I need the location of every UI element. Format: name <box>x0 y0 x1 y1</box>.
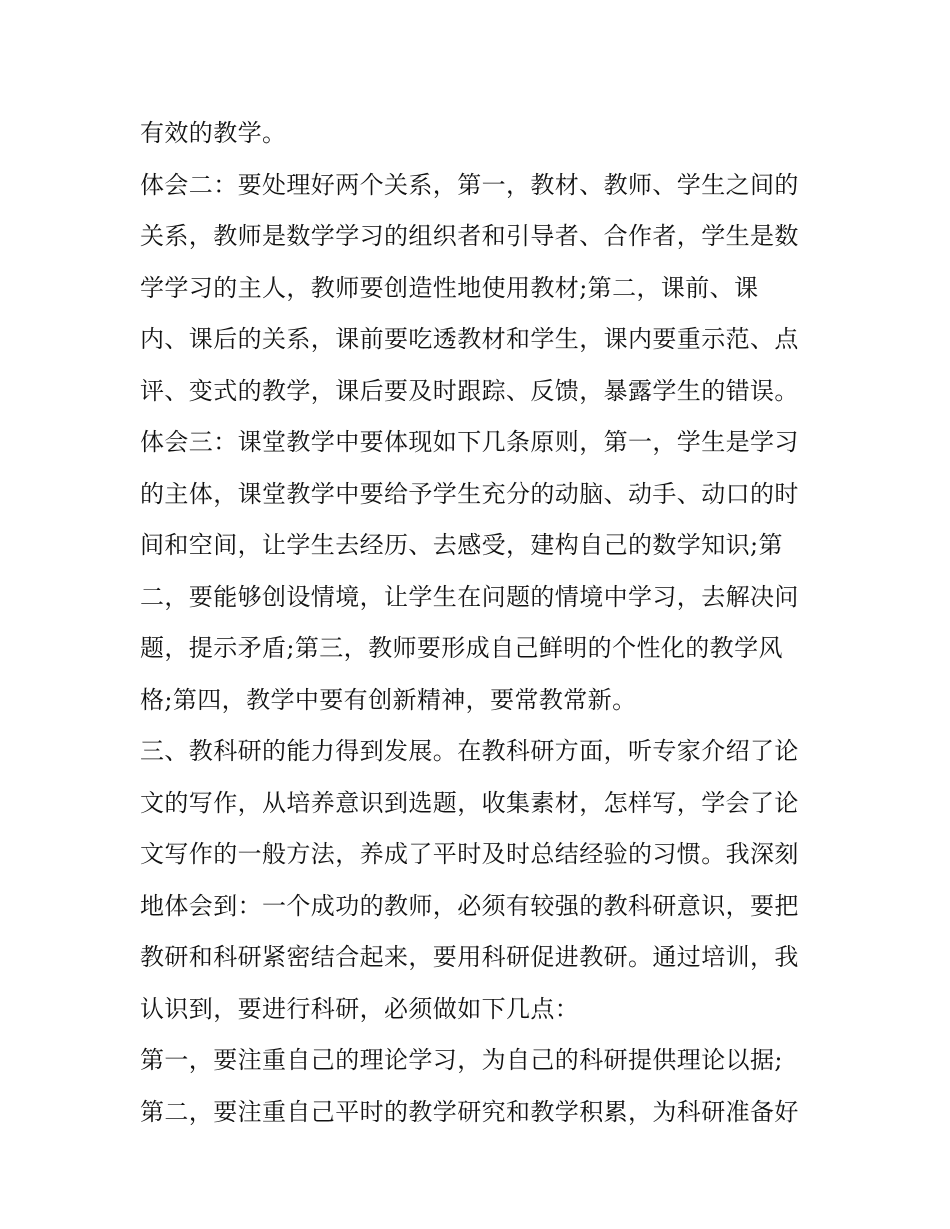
text-line: 二，要能够创设情境，让学生在问题的情境中学习，去解决问 <box>140 582 799 611</box>
text-line: 教研和科研紧密结合起来，要用科研促进教研。通过培训，我 <box>140 943 799 971</box>
text-line: 内、课后的关系，课前要吃透教材和学生，课内要重示范、点 <box>140 325 799 353</box>
text-line: 三、教科研的能力得到发展。在教科研方面，听专家介绍了论 <box>140 737 799 765</box>
text-line: 第一，要注重自己的理论学习，为自己的科研提供理论以据; <box>140 1046 783 1074</box>
text-line: 学学习的主人，教师要创造性地使用教材;第二，课前、课 <box>140 273 759 302</box>
text-line: 文写作的一般方法，养成了平时及时总结经验的习惯。我深刻 <box>140 840 799 868</box>
document-body <box>140 108 830 1138</box>
text-line: 题，提示矛盾;第三，教师要形成自己鲜明的个性化的教学风 <box>140 634 783 662</box>
text-line: 关系，教师是数学学习的组织者和引导者、合作者，学生是数 <box>140 222 799 250</box>
text-line: 评、变式的教学，课后要及时跟踪、反馈，暴露学生的错误。 <box>140 376 799 405</box>
text-line: 有效的教学。 <box>140 119 287 147</box>
text-line: 体会三：课堂教学中要体现如下几条原则，第一，学生是学习 <box>140 428 799 456</box>
text-line: 第二，要注重自己平时的教学研究和教学积累，为科研准备好 <box>140 1097 799 1126</box>
text-line: 地体会到：一个成功的教师，必须有较强的教科研意识，要把 <box>140 891 799 920</box>
text-line: 认识到，要进行科研，必须做如下几点： <box>140 994 580 1023</box>
text-line: 的主体，课堂教学中要给予学生充分的动脑、动手、动口的时 <box>140 479 799 508</box>
text-line: 间和空间，让学生去经历、去感受，建构自己的数学知识;第 <box>140 531 783 559</box>
text-line: 体会二：要处理好两个关系，第一，教材、教师、学生之间的 <box>140 170 799 199</box>
text-line: 格;第四，教学中要有创新精神，要常教常新。 <box>140 685 637 714</box>
text-line: 文的写作，从培养意识到选题，收集素材，怎样写，学会了论 <box>140 788 799 817</box>
